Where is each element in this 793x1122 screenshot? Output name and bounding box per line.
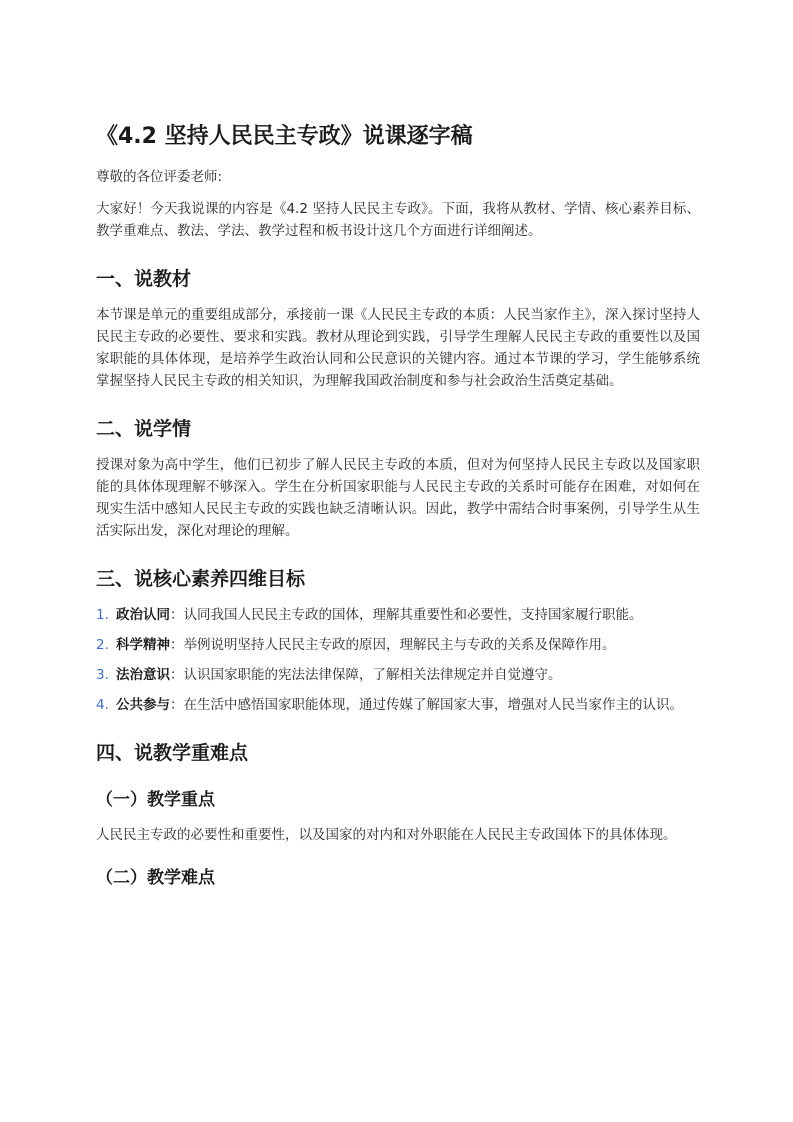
intro-paragraph: 大家好！今天我说课的内容是《4.2 坚持人民民主专政》。下面，我将从教材、学情、核心素养目标、教学重难点、教法、学法、教学过程和板书设计这几个方面进行详细阐述。 [96,201,700,239]
goal-text: 认同我国人民民主专政的国体，理解其重要性和必要性，支持国家履行职能。 [183,607,643,623]
document-page [96,120,700,902]
goals-list [96,604,700,716]
goal-text: 认识国家职能的宪法法律保障，了解相关法律规定并自觉遵守。 [183,667,562,683]
section-heading-keypoints: 四、说教学重难点 [96,742,249,764]
list-number: 4. [96,697,109,713]
list-item [96,694,700,716]
subsection-heading-focus: （一）教学重点 [96,790,215,810]
goal-separator: ： [170,667,184,683]
goal-text: 举例说明坚持人民民主专政的原因，理解民主与专政的关系及保障作用。 [183,637,616,653]
textbook-paragraph: 本节课是单元的重要组成部分，承接前一课《人民民主专政的本质：人民当家作主》，深入探讨坚持人民民主专政的必要性、要求和实践。教材从理论到实践，引导学生理解人民民主专政的重要性以及国家职能的具体体现，是培养学生政治认同和公民意识的关键内容。通过本节课的学习，学生能够系统掌握坚持人民民主专政的相关知识，为理解我国政治制度和参与社会政治生活奠定基础。 [96,307,700,389]
goal-term: 科学精神 [116,637,170,653]
list-number: 3. [96,667,109,683]
focus-paragraph: 人民民主专政的必要性和重要性，以及国家的对内和对外职能在人民民主专政国体下的具体体现。 [96,827,677,843]
list-number: 2. [96,637,109,653]
subsection-heading-difficulty: （二）教学难点 [96,868,215,888]
list-item [96,634,700,656]
goal-term: 法治意识 [116,667,170,683]
goal-separator: ： [170,697,184,713]
goal-separator: ： [170,637,184,653]
goal-text: 在生活中感悟国家职能体现，通过传媒了解国家大事，增强对人民当家作主的认识。 [183,697,683,713]
list-number: 1. [96,607,109,623]
list-item [96,664,700,686]
section-heading-goals: 三、说核心素养四维目标 [96,568,306,590]
greeting: 尊敬的各位评委老师: [96,169,223,185]
section-heading-textbook: 一、说教材 [96,268,192,290]
document-title: 《4.2 坚持人民民主专政》说课逐字稿 [96,124,473,149]
students-paragraph: 授课对象为高中学生，他们已初步了解人民民主专政的本质，但对为何坚持人民民主专政以及国家职能的具体体现理解不够深入。学生在分析国家职能与人民民主专政的关系时可能存在困难，对如何在现实生活中感知人民民主专政的实践也缺乏清晰认识。因此，教学中需结合时事案例，引导学生从生活实际出发，深化对理论的理解。 [96,457,700,539]
goal-term: 政治认同 [116,607,170,623]
section-heading-students: 二、说学情 [96,418,192,440]
goal-separator: ： [170,607,184,623]
list-item [96,604,700,626]
goal-term: 公共参与 [116,697,170,713]
